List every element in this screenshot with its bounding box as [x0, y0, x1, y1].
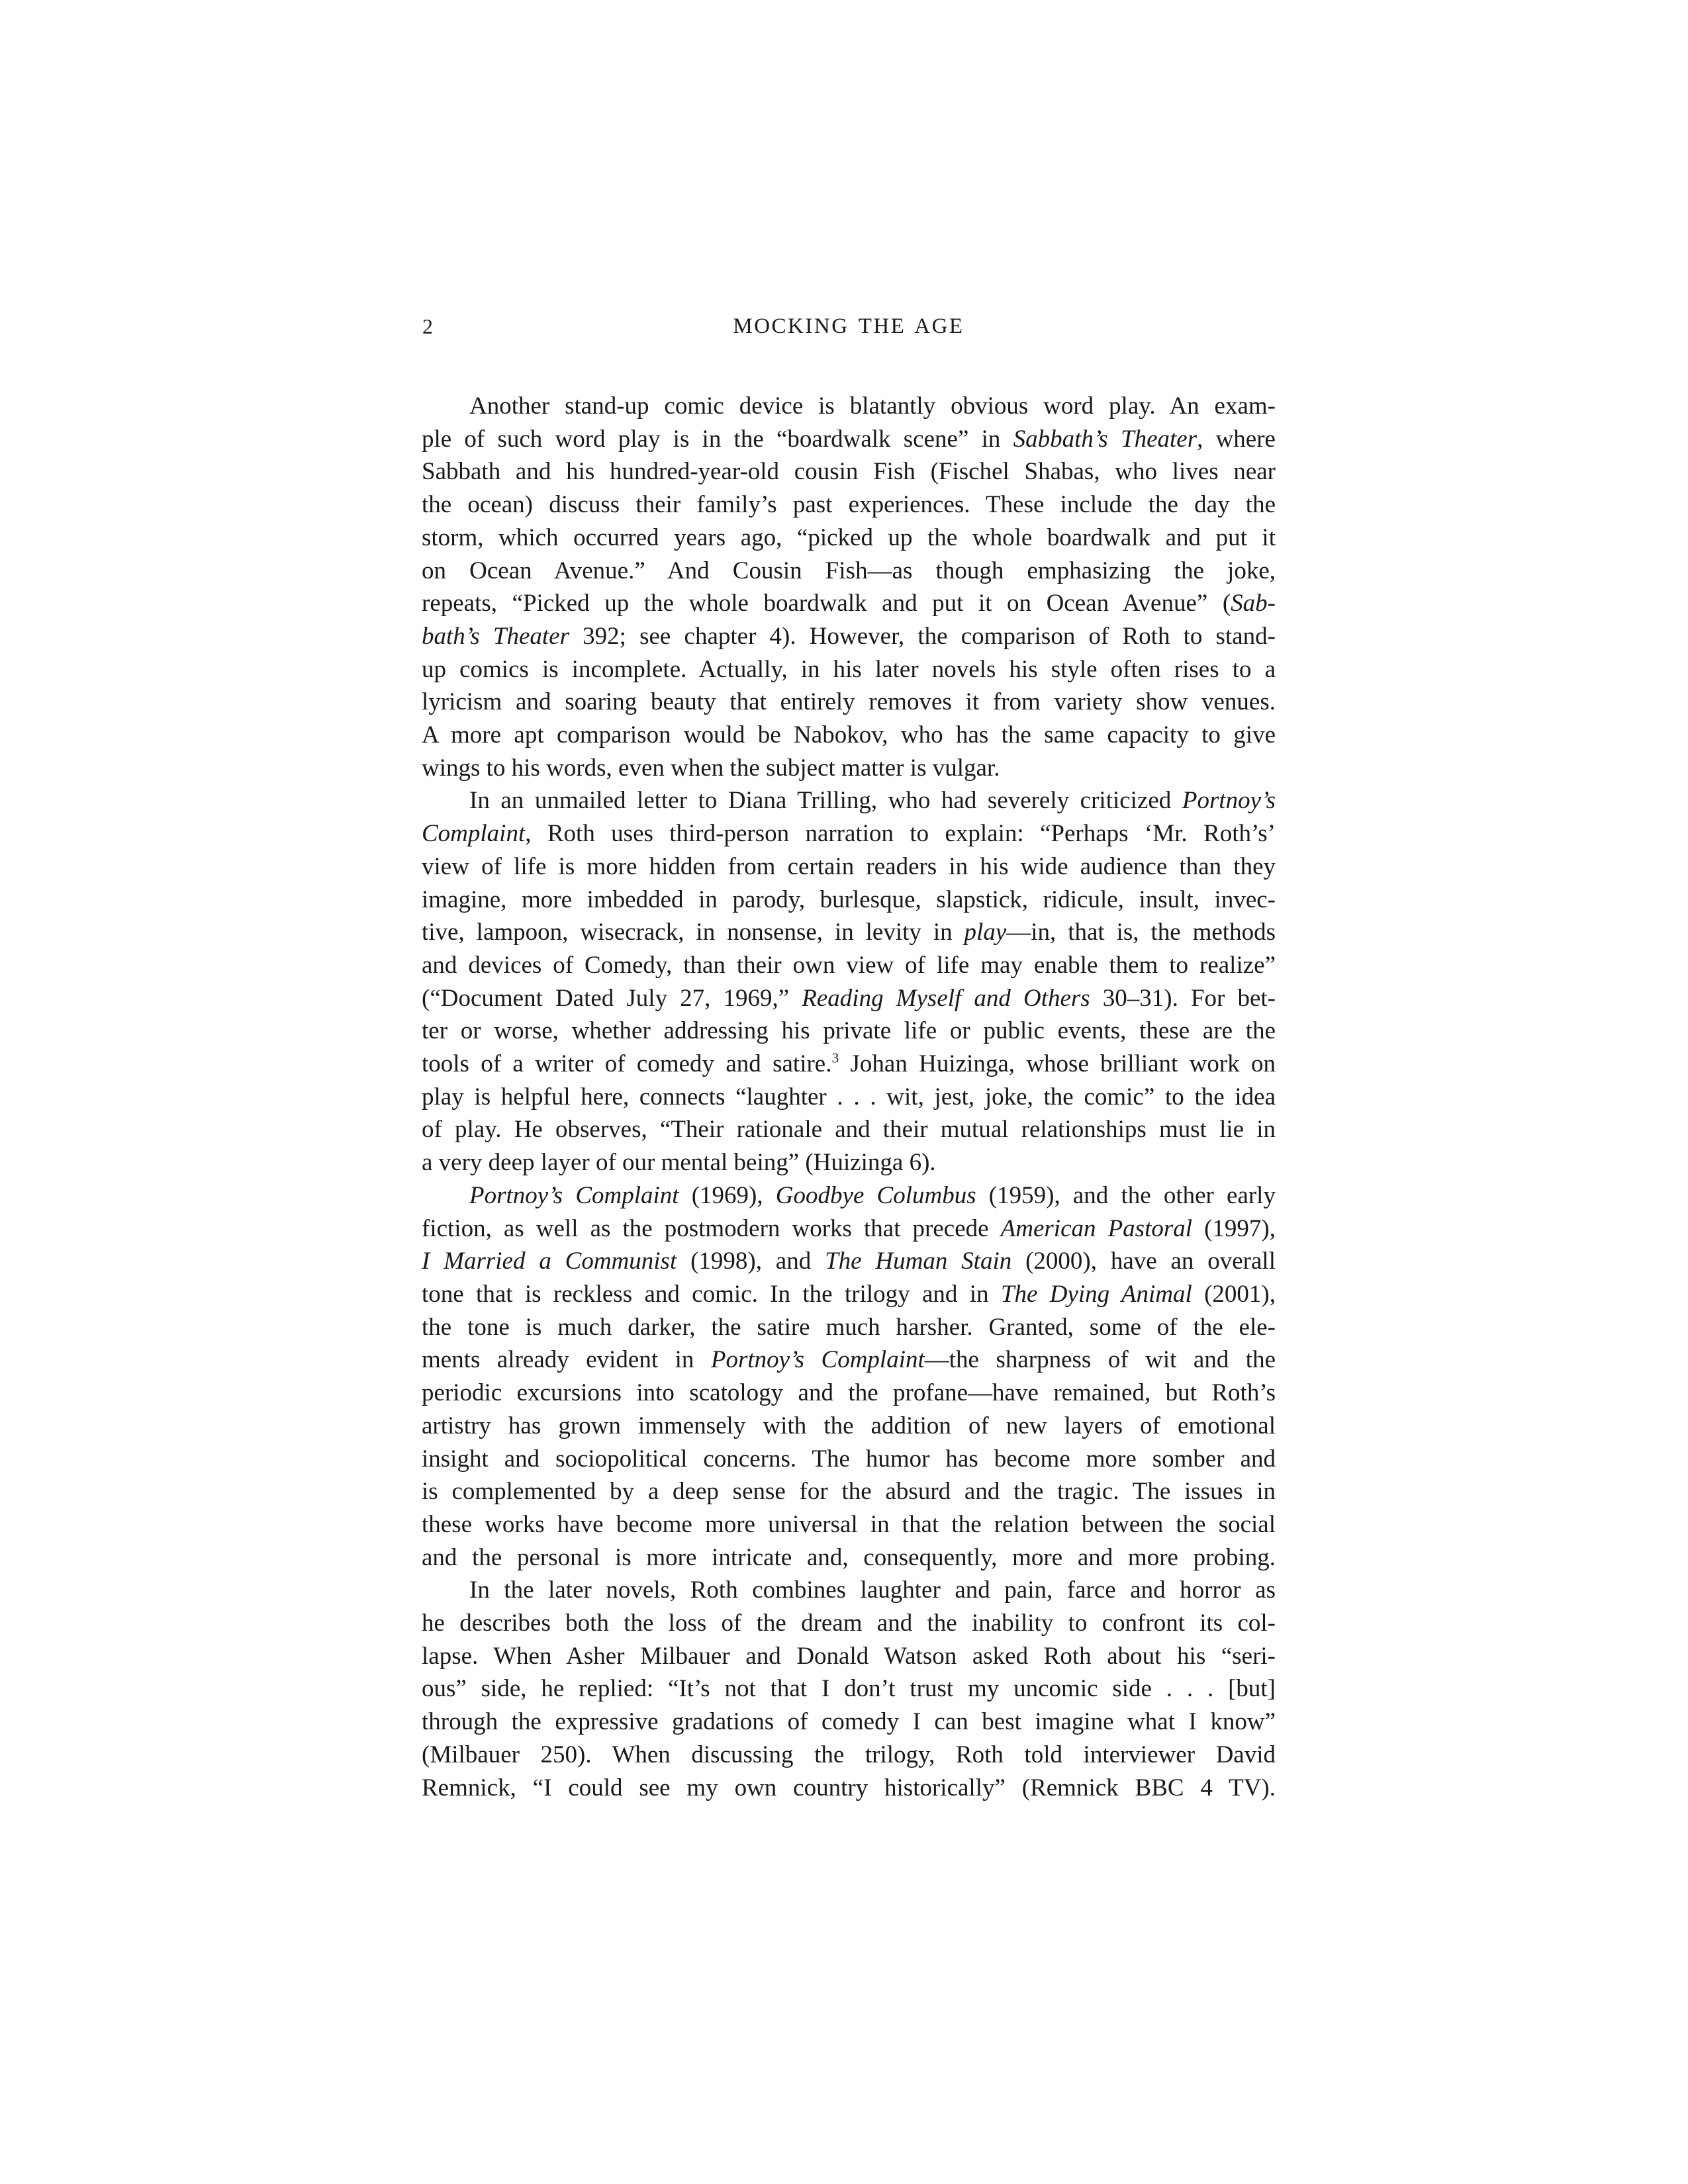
text-line	[422, 982, 1276, 1015]
text-run: , Roth uses third-person narration to explain: “Perhaps ‘Mr. Roth’s’	[525, 820, 1276, 848]
text-run: lapse. When Asher Milbauer and Donald Watson asked Roth about his “seri-	[422, 1642, 1276, 1670]
text-line	[422, 784, 1276, 817]
paragraph	[422, 1179, 1276, 1574]
page-number: 2	[422, 314, 433, 338]
text-run: is complemented by a deep sense for the absurd and the tragic. The issues in	[422, 1478, 1276, 1506]
text-line	[422, 1015, 1276, 1048]
text-line	[422, 1278, 1276, 1311]
italic-text: Sabbath’s Theater	[1013, 425, 1197, 453]
running-head: MOCKING THE AGE	[733, 314, 964, 338]
text-run: insight and sociopolitical concerns. The humor has become more somber and	[422, 1445, 1276, 1473]
text-run: (1998), and	[677, 1248, 825, 1275]
text-line	[422, 1179, 1276, 1212]
italic-text: Goodbye Columbus	[775, 1181, 976, 1209]
text-run: imagine, more imbedded in parody, burlesque, slapstick, ridicule, insult, invec-	[422, 886, 1276, 913]
text-run: (1969),	[679, 1181, 776, 1209]
italic-text: I Married a Communist	[422, 1248, 677, 1275]
text-run: In an unmailed letter to Diana Trilling, who had severely criticized	[469, 787, 1182, 815]
text-line	[422, 1508, 1276, 1541]
text-line	[422, 817, 1276, 850]
body-text	[422, 390, 1276, 1804]
italic-text: The Human Stain	[825, 1248, 1012, 1275]
text-run: the tone is much darker, the satire much harsher. Granted, some of the ele-	[422, 1313, 1276, 1341]
text-run: ple of such word play is in the “boardwalk scene” in	[422, 425, 1013, 453]
italic-text: Sab-	[1231, 590, 1276, 617]
text-run: through the expressive gradations of comedy I can best imagine what I know”	[422, 1708, 1276, 1736]
text-run: ments already evident in	[422, 1346, 711, 1374]
italic-text: Portnoy’s Complaint	[469, 1181, 679, 1209]
text-run: the ocean) discuss their family’s past experiences. These include the day the	[422, 491, 1276, 519]
italic-text: play	[964, 919, 1007, 946]
text-run: , where	[1197, 425, 1276, 453]
italic-text: American Pastoral	[1000, 1214, 1193, 1242]
text-line	[422, 850, 1276, 884]
text-run: (Milbauer 250). When discussing the trilogy, Roth told interviewer David	[422, 1741, 1276, 1768]
text-run: 392; see chapter 4). However, the comparison of Roth to stand-	[569, 622, 1276, 650]
text-run: on Ocean Avenue.” And Cousin Fish—as though emphasizing the joke,	[422, 557, 1276, 584]
text-line	[422, 1772, 1276, 1805]
text-run: ter or worse, whether addressing his private life or public events, these are the	[422, 1017, 1276, 1045]
text-line	[422, 916, 1276, 949]
text-run: play is helpful here, connects “laughter . . . wit, jest, joke, the comic” to the idea	[422, 1083, 1276, 1111]
text-run: A more apt comparison would be Nabokov, who has the same capacity to give	[422, 721, 1276, 749]
text-run: Another stand-up comic device is blatantly obvious word play. An exam-	[469, 392, 1276, 420]
text-run: these works have become more universal in that the relation between the social	[422, 1510, 1276, 1538]
text-run: (“Document Dated July 27, 1969,”	[422, 984, 802, 1012]
text-line	[422, 1541, 1276, 1574]
text-run: repeats, “Picked up the whole boardwalk and put it on Ocean Avenue” (	[422, 590, 1231, 617]
paragraph	[422, 1574, 1276, 1804]
text-run: and devices of Comedy, than their own view of life may enable them to realize”	[422, 951, 1276, 979]
text-run: storm, which occurred years ago, “picked up the whole boardwalk and put it	[422, 523, 1276, 551]
text-run: a very deep layer of our mental being” (Huizinga 6).	[422, 1149, 936, 1177]
text-line	[422, 1245, 1276, 1278]
text-line	[422, 1672, 1276, 1706]
text-line	[422, 1640, 1276, 1673]
text-line	[422, 1048, 1276, 1081]
text-line	[422, 719, 1276, 752]
text-line	[422, 653, 1276, 686]
text-line	[422, 620, 1276, 653]
text-run: up comics is incomplete. Actually, in his later novels his style often rises to a	[422, 655, 1276, 683]
text-run: wings to his words, even when the subject matter is vulgar.	[422, 754, 1000, 782]
text-run: tone that is reckless and comic. In the trilogy and in	[422, 1280, 1001, 1308]
text-run: (2001),	[1192, 1280, 1276, 1308]
text-line	[422, 587, 1276, 620]
text-line	[422, 555, 1276, 588]
text-line	[422, 1113, 1276, 1146]
text-line	[422, 949, 1276, 982]
text-line	[422, 455, 1276, 488]
paragraph	[422, 390, 1276, 784]
text-line	[422, 1574, 1276, 1607]
text-line	[422, 1410, 1276, 1443]
text-line	[422, 1443, 1276, 1476]
text-line	[422, 884, 1276, 917]
italic-text: Portnoy’s Complaint	[710, 1346, 925, 1374]
text-line	[422, 1343, 1276, 1377]
text-run: Johan Huizinga, whose brilliant work on	[839, 1050, 1276, 1078]
text-line	[422, 1607, 1276, 1640]
paragraph	[422, 784, 1276, 1179]
text-run: of play. He observes, “Their rationale and their mutual relationships must lie in	[422, 1116, 1276, 1144]
text-run: —in, that is, the methods	[1006, 919, 1276, 946]
text-run: lyricism and soaring beauty that entirely removes it from variety show venues.	[422, 688, 1276, 716]
text-run: view of life is more hidden from certain readers in his wide audience than they	[422, 852, 1276, 880]
text-run: he describes both the loss of the dream and the inability to confront its col-	[422, 1610, 1276, 1637]
text-line	[422, 1739, 1276, 1772]
text-line	[422, 1081, 1276, 1114]
text-run: tools of a writer of comedy and satire.	[422, 1050, 832, 1078]
italic-text: Portnoy’s	[1182, 787, 1276, 815]
italic-text: Complaint	[422, 820, 526, 848]
text-line	[422, 390, 1276, 423]
text-run: In the later novels, Roth combines laughter and pain, farce and horror as	[469, 1576, 1276, 1604]
text-line	[422, 1311, 1276, 1344]
text-run: —the sharpness of wit and the	[924, 1346, 1276, 1374]
text-line	[422, 1146, 1276, 1179]
text-run: fiction, as well as the postmodern works that precede	[422, 1214, 1001, 1242]
italic-text: The Dying Animal	[1000, 1280, 1192, 1308]
text-line	[422, 1212, 1276, 1246]
text-run: ous” side, he replied: “It’s not that I don’t trust my uncomic side . . . [but]	[422, 1675, 1276, 1703]
text-line	[422, 522, 1276, 555]
text-run: (1997),	[1192, 1214, 1276, 1242]
page-header	[422, 313, 1276, 342]
text-line	[422, 752, 1276, 785]
italic-text: Reading Myself and Others	[802, 984, 1090, 1012]
text-line	[422, 423, 1276, 456]
text-line	[422, 1706, 1276, 1739]
text-run: periodic excursions into scatology and the profane—have remained, but Roth’s	[422, 1379, 1276, 1407]
italic-text: bath’s Theater	[422, 622, 569, 650]
text-line	[422, 1475, 1276, 1508]
text-line	[422, 488, 1276, 522]
text-run: (1959), and the other early	[976, 1181, 1276, 1209]
text-run: 30–31). For bet-	[1090, 984, 1276, 1012]
text-run: artistry has grown immensely with the addition of new layers of emotional	[422, 1412, 1276, 1439]
footnote-marker: 3	[831, 1050, 839, 1066]
text-run: Remnick, “I could see my own country historically” (Remnick BBC 4 TV).	[422, 1774, 1276, 1801]
text-run: (2000), have an overall	[1011, 1248, 1276, 1275]
text-line	[422, 686, 1276, 719]
text-run: Sabbath and his hundred-year-old cousin Fish (Fischel Shabas, who lives near	[422, 458, 1276, 486]
text-line	[422, 1377, 1276, 1410]
text-run: tive, lampoon, wisecrack, in nonsense, in levity in	[422, 919, 964, 946]
text-run: and the personal is more intricate and, consequently, more and more probing.	[422, 1543, 1276, 1571]
